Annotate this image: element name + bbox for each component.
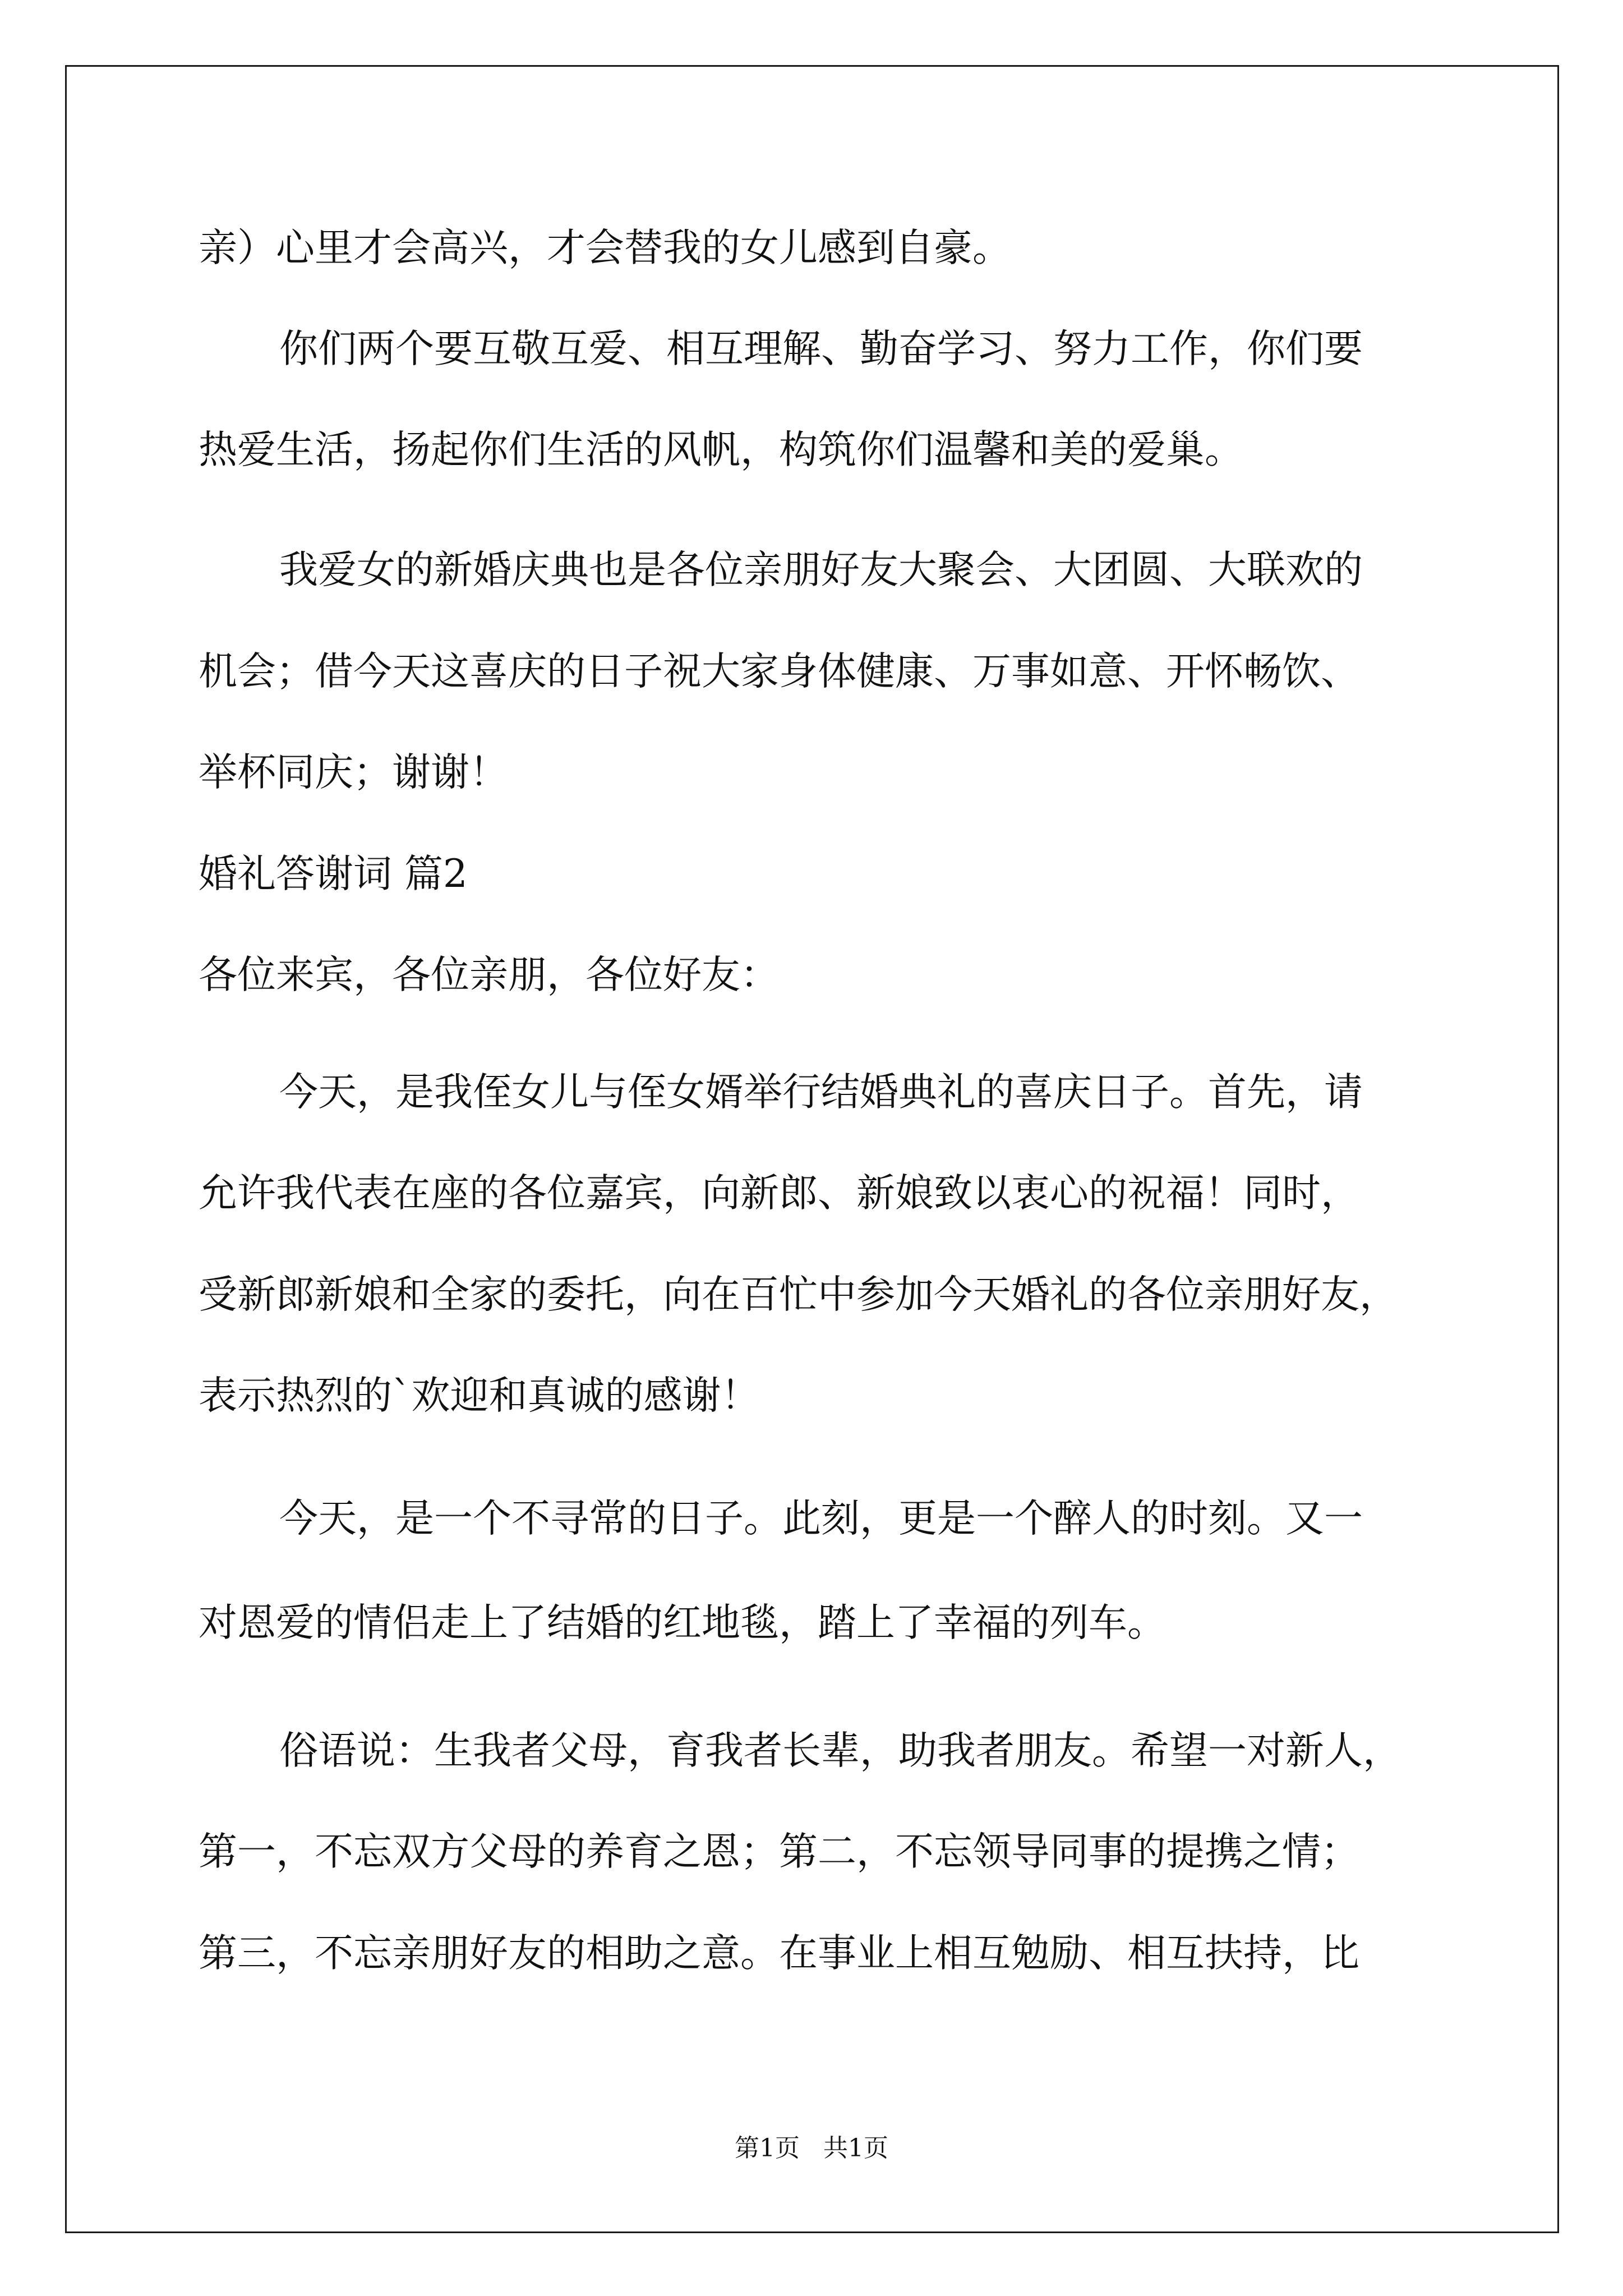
text-line: 你们两个要互敬互爱、相互理解、勤奋学习、努力工作，你们要: [279, 326, 1363, 371]
text-line: 俗语说：生我者父母，育我者长辈，助我者朋友。希望一对新人，: [279, 1728, 1401, 1773]
text-line: 亲）心里才会高兴，才会替我的女儿感到自豪。: [199, 226, 1011, 270]
text-line: 今天，是一个不寻常的日子。此刻，更是一个醉人的时刻。又一: [279, 1496, 1363, 1541]
page-footer: 第1页 共1页: [735, 2134, 888, 2162]
text-line: 第一，不忘双方父母的养育之恩；第二，不忘领导同事的提携之情；: [199, 1829, 1359, 1874]
text-line: 今天，是我侄女儿与侄女婿举行结婚典礼的喜庆日子。首先，请: [279, 1070, 1363, 1115]
text-line: 第三，不忘亲朋好友的相助之意。在事业上相互勉励、相互扶持，比: [199, 1931, 1359, 1976]
text-line: 举杯同庆；谢谢！: [199, 750, 508, 795]
text-line: 受新郎新娘和全家的委托，向在百忙中参加今天婚礼的各位亲朋好友，: [199, 1272, 1398, 1317]
text-line: 热爱生活，扬起你们生活的风帆，构筑你们温馨和美的爱巢。: [199, 427, 1243, 472]
page-border: [65, 65, 1559, 2233]
salutation: 各位来宾，各位亲朋，各位好友：: [199, 953, 779, 997]
text-line: 表示热烈的`欢迎和真诚的感谢！: [199, 1373, 760, 1418]
text-line: 对恩爱的情侣走上了结婚的红地毯，踏上了幸福的列车。: [199, 1600, 1166, 1645]
text-line: 允许我代表在座的各位嘉宾，向新郎、新娘致以衷心的祝福！同时，: [199, 1171, 1359, 1216]
text-line: 机会；借今天这喜庆的日子祝大家身体健康、万事如意、开怀畅饮、: [199, 649, 1359, 694]
section-heading: 婚礼答谢词 篇2: [199, 852, 468, 896]
text-line: 我爱女的新婚庆典也是各位亲朋好友大聚会、大团圆、大联欢的: [279, 547, 1363, 592]
